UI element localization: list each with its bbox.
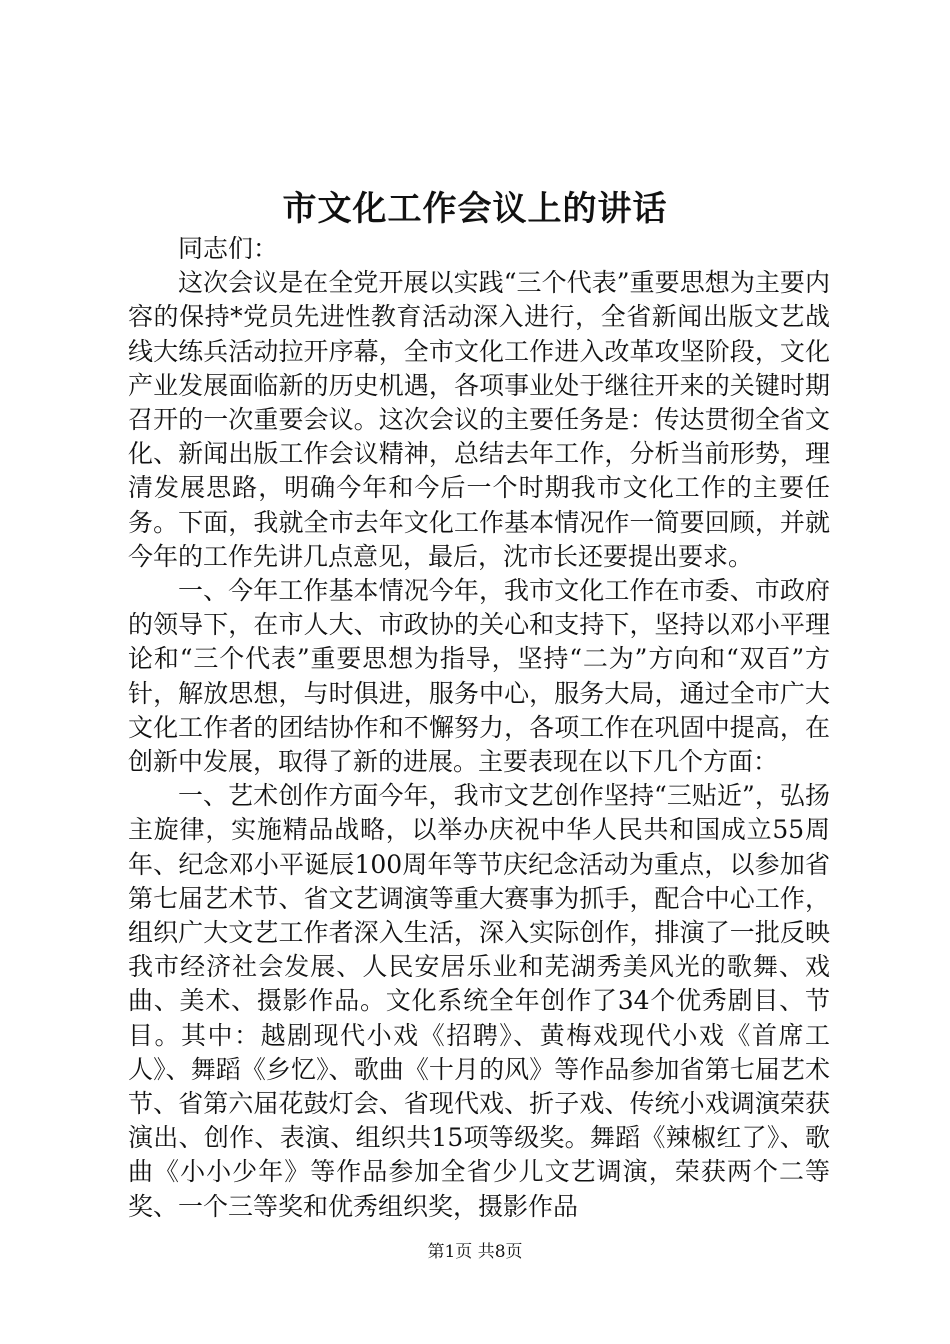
page-number: 第1页 共8页 — [427, 1242, 523, 1262]
paragraph-art-creation: 一、艺术创作方面今年，我市文艺创作坚持“三贴近”，弘扬主旋律，实施精品战略，以举办庆祝中华人民共和国成立55周年、纪念邓小平诞辰100周年等节庆纪念活动为重点，以参加省第七届艺术节、省文艺调演等重大赛事为抓手，配合中心工作，组织广大文艺工作者深入生活，深入实际创作，排演了一批反映我市经济社会发展、人民安居乐业和芜湖秀美风光的歌舞、戏曲、美术、摄影作品。文化系统全年创作了34个优秀剧目、节目。其中：越剧现代小戏《招聘》、黄梅戏现代小戏《首席工人》、舞蹈《乡忆》、歌曲《十月的风》等作品参加省第七届艺术节、省第六届花鼓灯会、省现代戏、折子戏、传统小戏调演荣获演出、创作、表演、组织共15项等级奖。舞蹈《辣椒红了》、歌曲《小小少年》等作品参加全省少儿文艺调演，荣获两个二等奖、一个三等奖和优秀组织奖，摄影作品 — [128, 781, 830, 1221]
paragraph-basic-situation: 一、今年工作基本情况今年，我市文化工作在市委、市政府的领导下，在市人大、市政协的关心和支持下，坚持以邓小平理论和“三个代表”重要思想为指导，坚持“二为”方向和“双百”方针，解放思想，与时俱进，服务中心，服务大局，通过全市广大文化工作者的团结协作和不懈努力，各项工作在巩固中提高，在创新中发展，取得了新的进展。主要表现在以下几个方面： — [128, 576, 830, 777]
paragraph-salutation: 同志们： — [178, 234, 279, 263]
document-body — [128, 232, 830, 1224]
document-title: 市文化工作会议上的讲话 — [282, 189, 668, 229]
paragraph-intro: 这次会议是在全党开展以实践“三个代表”重要思想为主要内容的保持*党员先进性教育活动深入进行，全省新闻出版文艺战线大练兵活动拉开序幕，全市文化工作进入改革攻坚阶段，文化产业发展面临新的历史机遇，各项事业处于继往开来的关键时期召开的一次重要会议。这次会议的主要任务是：传达贯彻全省文化、新闻出版工作会议精神，总结去年工作，分析当前形势，理清发展思路，明确今年和今后一个时期我市文化工作的主要任务。下面，我就全市去年文化工作基本情况作一简要回顾，并就今年的工作先讲几点意见，最后，沈市长还要提出要求。 — [128, 268, 830, 571]
